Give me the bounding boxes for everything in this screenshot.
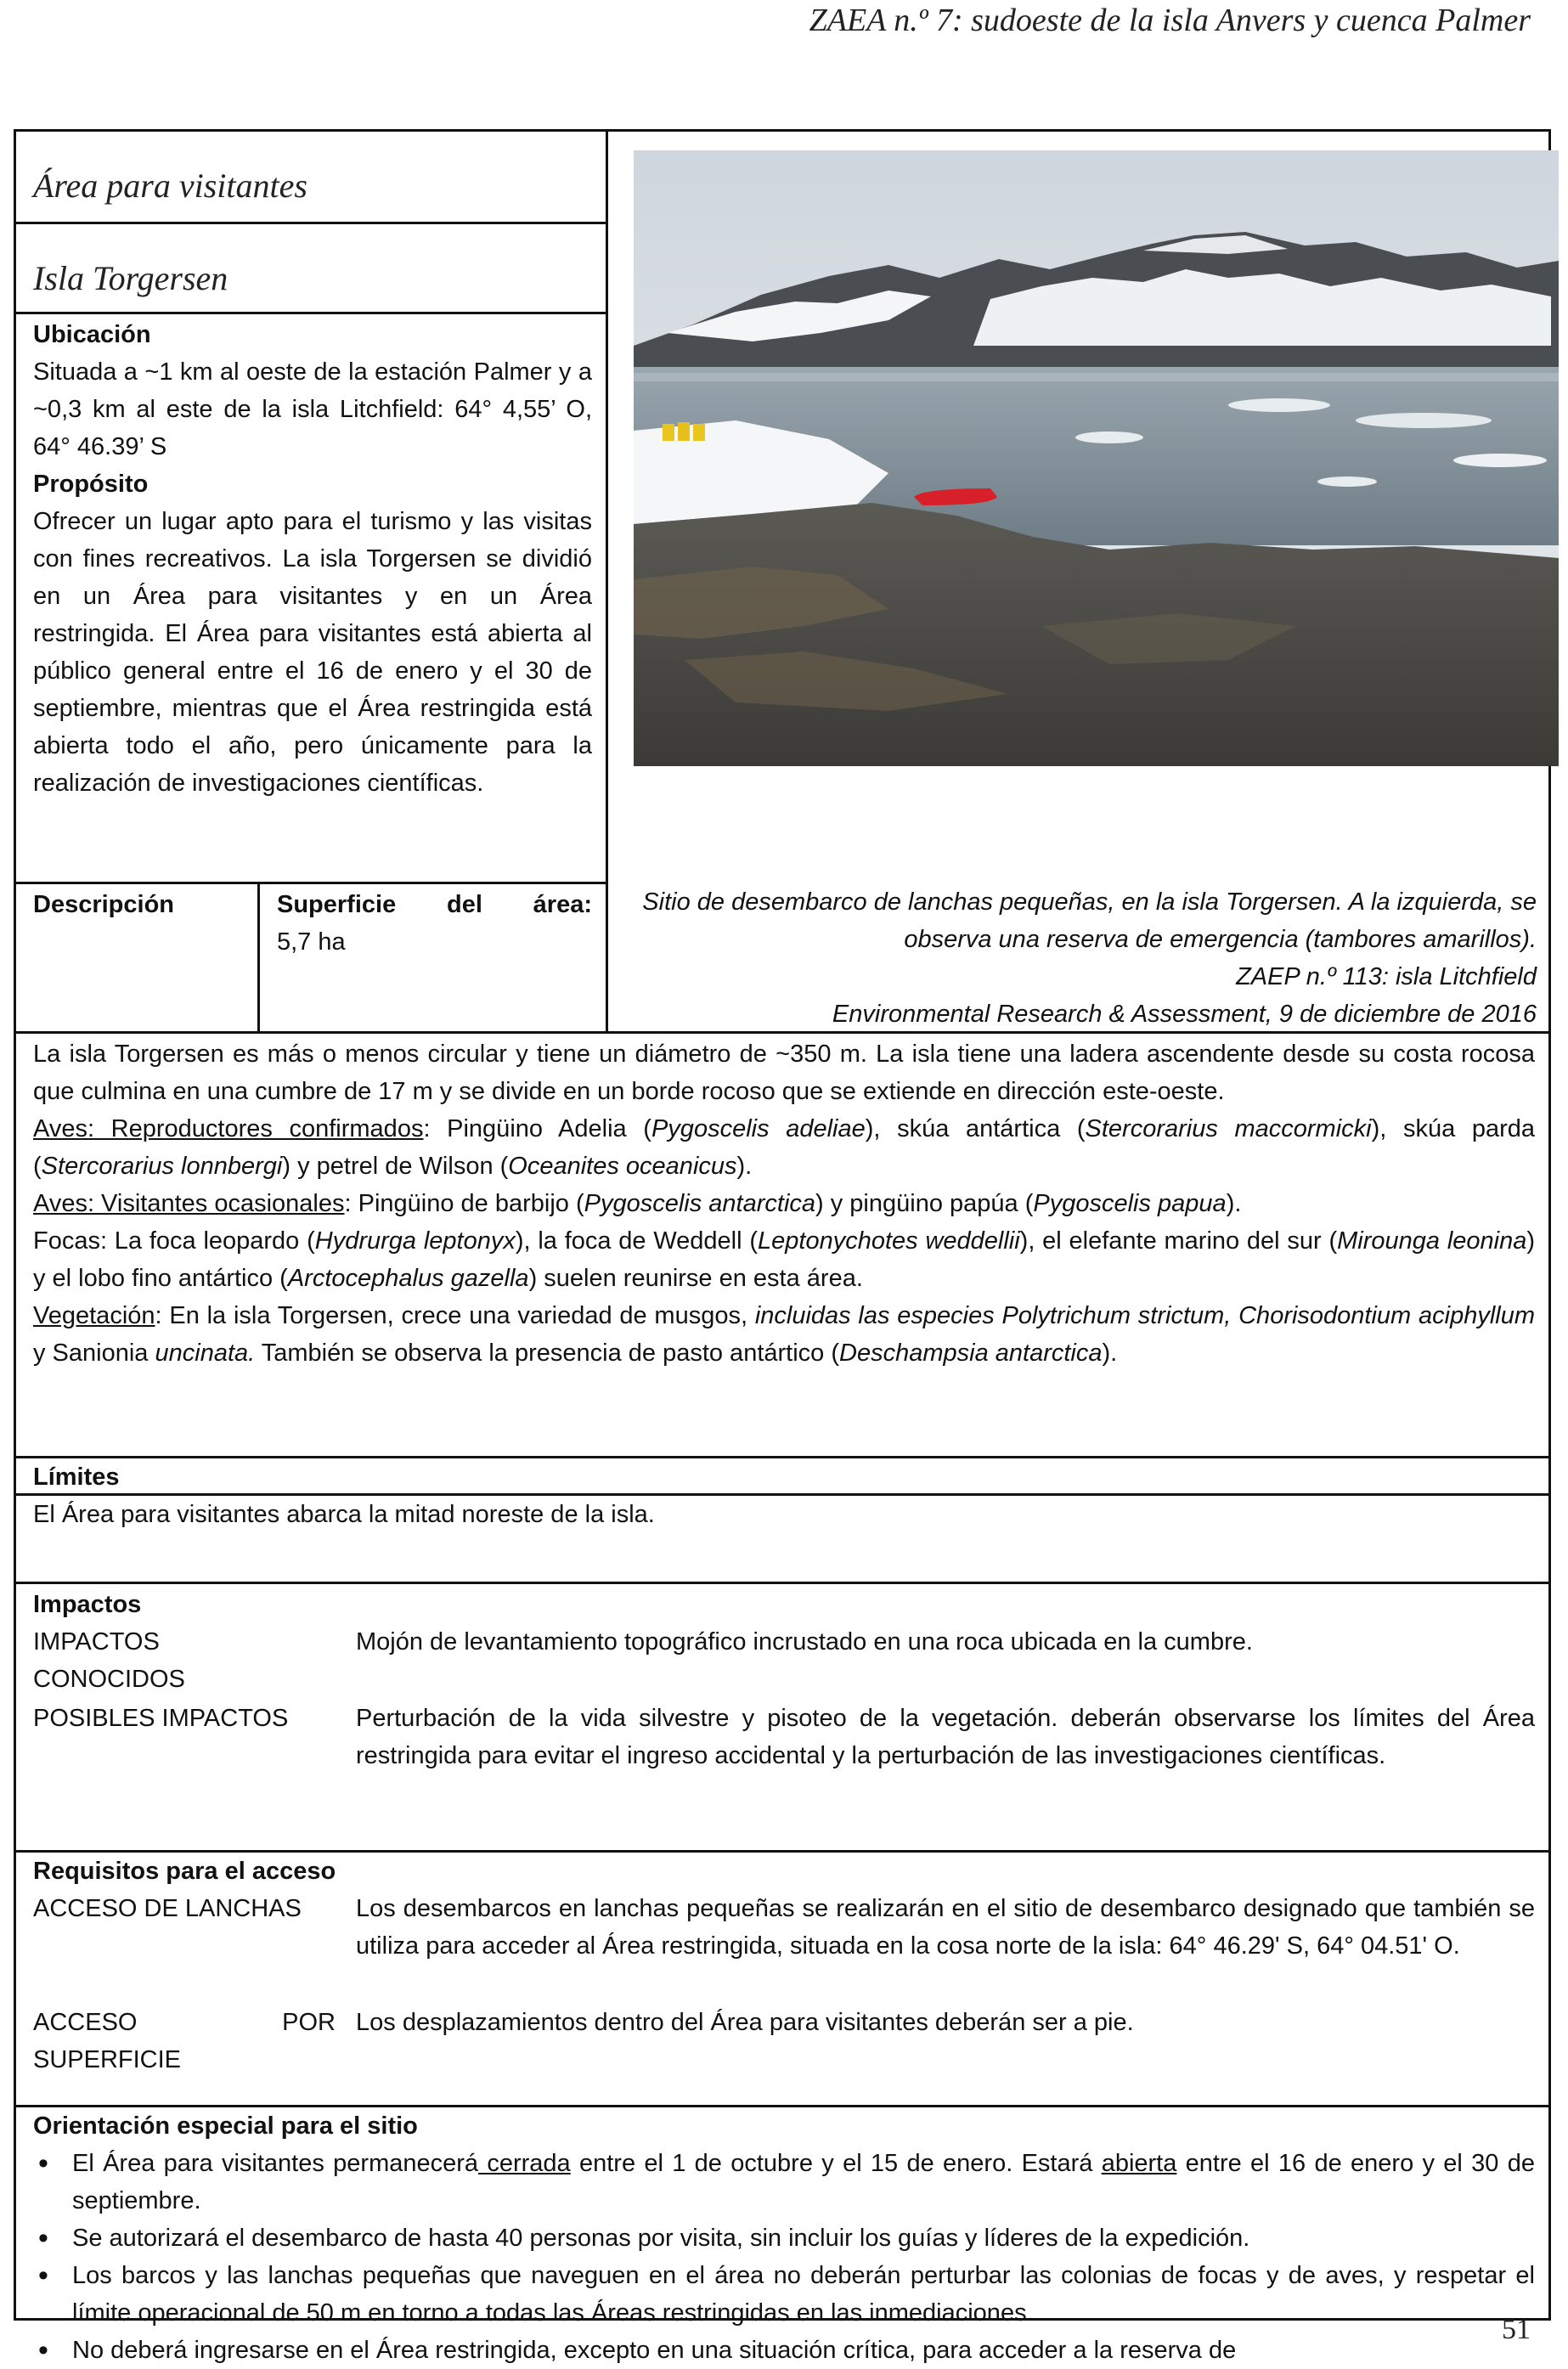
photo-caption-cell [606,882,1548,1031]
open-emphasis: abierta [1101,2150,1177,2177]
text-run: : Pingüino Adelia ( [423,1115,651,1142]
surface-access-label-word: POR [282,2009,336,2036]
area-type-cell [16,132,606,222]
text-run: También se observa la presencia de pasto antártico ( [255,1340,840,1367]
location-text: Situada a ~1 km al oeste de la estación Palmer y a ~0,3 km al este de la isla Litchfield: 64° 4,55’ O, 64° 46.39’ S [33,358,592,460]
seals-paragraph [33,1222,1535,1297]
boat-access-text: Los desembarcos en lanchas pequeñas se realizarán en el sitio de desembarco designado que también se utiliza para acceder al Área restringida, situada en la cosa norte de la isla: 64° 46.29' S, 64° 04.51' O. [356,1895,1535,1960]
area-size-cell [257,882,606,1031]
species-name: Arctocephalus gazella [287,1265,529,1292]
purpose-text: Ofrecer un lugar apto para el turismo y las visitas con fines recreativos. La isla Torgersen se dividió en un Área para visitantes y en un Área restringida. El Área para visitantes está abierta al público general entre el 16 de enero y el 30 de septiembre, mientras que el Área restringida está abierta todo el año, pero únicamente para la realización de investigaciones científicas. [33,508,592,797]
text-run: ). [1226,1190,1242,1217]
landscape-photo [634,150,1559,766]
text-run: El Área para visitantes permanecerá [72,2150,479,2177]
species-name: incluidas las especies Polytrichum strictum, Chorisodontium aciphyllum [754,1302,1535,1329]
text-run: ), el elefante marino del sur ( [1019,1227,1338,1255]
photo-caption: Sitio de desembarco de lanchas pequeñas, en la isla Torgersen. A la izquierda, se observa una reserva de emergencia (tambores amarillos). [642,888,1537,953]
species-name: Pygoscelis antarctica [584,1190,816,1217]
species-name: Pygoscelis adeliae [651,1115,866,1142]
visiting-birds-paragraph [33,1185,1535,1222]
possible-impacts-text: Perturbación de la vida silvestre y pisoteo de la vegetación. deberán observarse los límites del Área restringida para evitar el ingreso accidental y la perturbación de las investigaciones científicas. [356,1705,1535,1769]
species-name: Leptonychotes weddellii [758,1227,1020,1255]
description-label-cell [16,882,257,1031]
species-name: Stercorarius lonnbergi [41,1153,283,1180]
visiting-birds-label: Aves: Visitantes ocasionales [33,1190,345,1217]
species-name: Stercorarius maccormicki [1085,1115,1372,1142]
text-run: ) y el lobo fino antártico ( [33,1227,1536,1292]
area-size-label: Superficie del área: [277,891,592,918]
surface-access-label-word: ACCESO [33,2009,138,2036]
impacts-section [16,1582,1548,1850]
text-run: ). [736,1153,753,1180]
text-run: ). [1102,1340,1118,1367]
breeding-birds-paragraph [33,1110,1535,1185]
text-run: y Sanionia [33,1340,155,1367]
orientation-item: • Los barcos y las lanchas pequeñas que naveguen en el área no deberán perturbar las colonias de focas y de aves, y respetar el límite operacional de 50 m en torno a todas las Áreas restringidas en las inmediaciones. [33,2257,1535,2332]
species-name: Hydrurga leptonyx [314,1227,516,1255]
text-run: ), skúa antártica ( [865,1115,1086,1142]
boat-access-row [33,1890,1535,2004]
possible-impacts-row [33,1700,1535,1819]
limits-label-cell [16,1456,1548,1493]
text-run: ) y petrel de Wilson ( [282,1153,509,1180]
species-name: Pygoscelis papua [1033,1190,1227,1217]
species-name: Mirounga leonina [1337,1227,1527,1255]
running-head: ZAEA n.º 7: sudoeste de la isla Anvers y cuenca Palmer [809,3,1531,38]
species-name: Deschampsia antarctica [839,1340,1103,1367]
location-label: Ubicación [33,321,151,348]
site-table [14,129,1551,2364]
surface-access-label [33,2004,336,2079]
text-run: ), la foca de Weddell ( [515,1227,759,1255]
location-purpose-cell [16,312,606,882]
description-label: Descripción [33,891,174,918]
limits-body-cell [16,1493,1548,1582]
orientation-list [33,2145,1535,2369]
orientation-item [33,2145,1535,2220]
closed-emphasis: cerrada [478,2150,571,2177]
text-run: ) y pingüino papúa ( [815,1190,1034,1217]
site-name: Isla Torgersen [33,259,228,297]
vegetation-label: Vegetación [33,1302,155,1329]
species-name: Oceanites oceanicus [508,1153,737,1180]
description-body-cell [16,1031,1548,1456]
site-name-cell [16,222,606,312]
text-run: ), skúa parda ( [33,1115,1536,1180]
known-impacts-row [33,1623,1535,1700]
known-impacts-label: IMPACTOS CONOCIDOS [33,1628,185,1693]
purpose-label: Propósito [33,471,149,498]
limits-text: El Área para visitantes abarca la mitad noreste de la isla. [33,1501,655,1528]
orientation-item: • Se autorizará el desembarco de hasta 40 personas por visita, sin incluir los guías y líderes de la expedición. [33,2220,1535,2257]
limits-label: Límites [33,1464,120,1491]
text-run: : Pingüino de barbijo ( [344,1190,584,1217]
surface-access-text: Los desplazamientos dentro del Área para visitantes deberán ser a pie. [356,2009,1134,2036]
boat-access-label: ACCESO DE LANCHAS [33,1895,302,1922]
text-run: : En la isla Torgersen, crece una variedad de musgos, [155,1302,755,1329]
text-run: entre el 1 de octubre y el 15 de enero. Estará [570,2150,1102,2177]
surface-access-row [33,2004,1535,2080]
area-size-value: 5,7 ha [277,928,346,956]
breeding-birds-label: Aves: Reproductores confirmados [33,1115,424,1142]
area-type-title: Área para visitantes [33,166,307,205]
surface-access-label-line [33,2004,336,2041]
text-run: entre el 16 de enero y el 30 de septiembre. [72,2150,1535,2214]
vegetation-paragraph [33,1297,1535,1372]
photo-caption-reference: ZAEP n.º 113: isla Litchfield [1236,963,1537,990]
known-impacts-text: Mojón de levantamiento topográfico incrustado en una roca ubicada en la cumbre. [356,1628,1253,1655]
description-intro: La isla Torgersen es más o menos circular y tiene un diámetro de ~350 m. La isla tiene una ladera ascendente desde su costa rocosa que culmina en una cumbre de 17 m y se divide en un borde rocoso que se extiende en dirección este-oeste. [33,1041,1535,1105]
access-section [16,1850,1548,2105]
impacts-label: Impactos [33,1591,142,1618]
orientation-label: Orientación especial para el sitio [33,2112,418,2140]
page-number: 51 [1502,2314,1531,2345]
text-run: ) suelen reunirse en esta área. [528,1265,863,1292]
surface-access-label-word: SUPERFICIE [33,2046,182,2073]
photo-credit: Environmental Research & Assessment, 9 de diciembre de 2016 [832,1001,1537,1028]
photo-cell [606,132,1548,882]
possible-impacts-label: POSIBLES IMPACTOS [33,1705,289,1732]
species-name: uncinata. [155,1340,256,1367]
text-run: Focas: La foca leopardo ( [33,1227,315,1255]
orientation-item: • No deberá ingresarse en el Área restringida, excepto en una situación crítica, para acceder a la reserva de [33,2332,1535,2369]
landscape-photo-illustration [634,150,1559,766]
access-label: Requisitos para el acceso [33,1858,336,1885]
